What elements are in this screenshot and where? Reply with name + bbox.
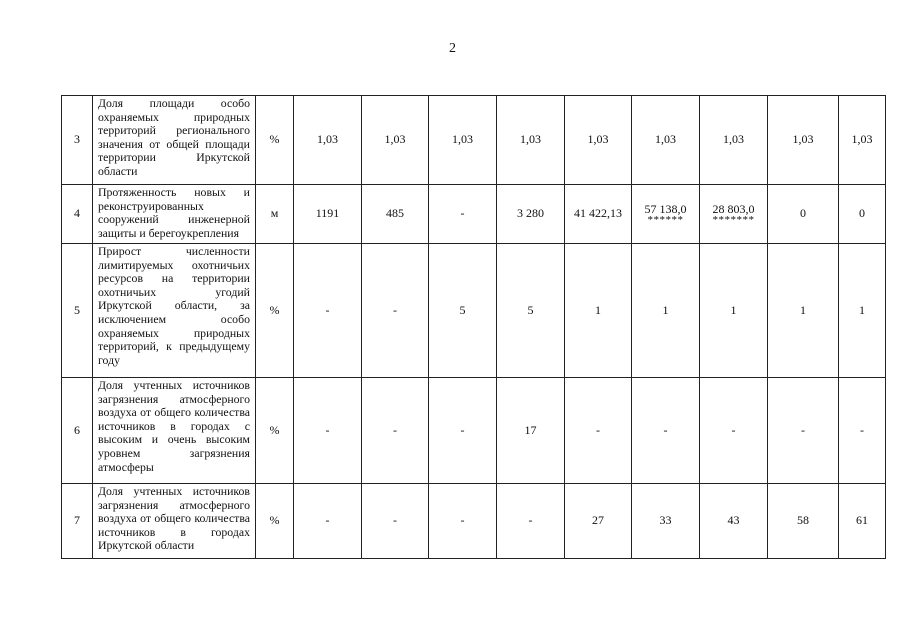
value-text: 57 138,0 [644,202,687,216]
value-text: 28 803,0 [712,202,755,216]
value-cell: 1,03 [429,96,497,185]
table-row [62,185,886,244]
unit-cell: % [256,378,294,484]
value-cell: 1,03 [839,96,886,185]
row-number: 3 [62,96,93,185]
value-cell: 1,03 [294,96,362,185]
value-cell: 5 [429,244,497,378]
value-cell: - [497,484,565,559]
table-row [62,484,886,559]
indicator-name: Доля учтенных источников загрязнения атмосферного воздуха от общего количества источников в городах Иркутской области [93,484,256,559]
value-cell [632,185,700,244]
value-cell: - [294,484,362,559]
value-cell: 1 [700,244,768,378]
value-cell: - [294,378,362,484]
value-cell: 1,03 [497,96,565,185]
value-cell [700,185,768,244]
value-cell: 27 [565,484,632,559]
value-cell: - [429,185,497,244]
value-cell: 1 [565,244,632,378]
value-cell: - [565,378,632,484]
value-cell: - [429,378,497,484]
row-number: 7 [62,484,93,559]
value-cell: - [700,378,768,484]
value-cell: 1,03 [768,96,839,185]
footnote-marker: ******* [712,214,755,226]
value-cell: - [362,244,429,378]
value-cell: - [839,378,886,484]
value-cell: - [294,244,362,378]
row-number: 4 [62,185,93,244]
value-cell: 1191 [294,185,362,244]
value-cell: 485 [362,185,429,244]
indicators-table [61,95,886,559]
indicator-name: Доля учтенных источников загрязнения атмосферного воздуха от общего количества источников в городах с высоким и очень высоким уровнем загрязнения атмосферы [93,378,256,484]
indicator-name: Доля площади особо охраняемых природных территорий регионального значения от общей площади территории Иркутской области [93,96,256,185]
unit-cell: % [256,244,294,378]
value-cell: 43 [700,484,768,559]
unit-cell: % [256,96,294,185]
table-row [62,244,886,378]
unit-cell: % [256,484,294,559]
row-number: 5 [62,244,93,378]
value-cell: 33 [632,484,700,559]
value-cell: 1,03 [632,96,700,185]
value-cell: 5 [497,244,565,378]
row-number: 6 [62,378,93,484]
table-row [62,378,886,484]
value-cell: 58 [768,484,839,559]
footnote-marker: ****** [647,214,684,226]
unit-cell: м [256,185,294,244]
value-cell: 17 [497,378,565,484]
value-cell: - [362,378,429,484]
value-cell: 61 [839,484,886,559]
indicator-name: Протяженность новых и реконструированных сооружений инженерной защиты и берегоукрепления [93,185,256,244]
value-cell: 1,03 [700,96,768,185]
value-cell: 3 280 [497,185,565,244]
value-cell: - [362,484,429,559]
value-cell: - [768,378,839,484]
value-cell: - [632,378,700,484]
indicator-name: Прирост численности лимитируемых охотничьих ресурсов на территории охотничьих угодий Иркутской области, за исключением особо охраняемых природных территорий, к предыдущему году [93,244,256,378]
value-cell: - [429,484,497,559]
value-cell: 41 422,13 [565,185,632,244]
value-cell: 1,03 [362,96,429,185]
value-cell: 1 [768,244,839,378]
value-cell: 0 [768,185,839,244]
value-cell: 0 [839,185,886,244]
table-row [62,96,886,185]
value-cell: 1 [632,244,700,378]
page-number: 2 [449,41,456,56]
value-cell: 1,03 [565,96,632,185]
value-cell: 1 [839,244,886,378]
